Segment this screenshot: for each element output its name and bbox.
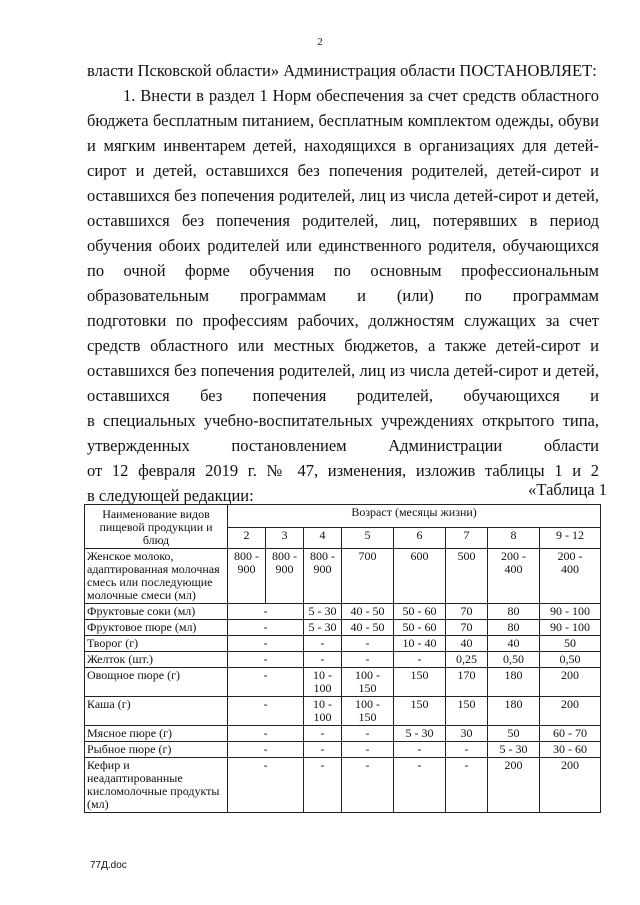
body-line: оставшихся без попечения родителей, лиц из числа детей-сирот и детей, <box>87 186 599 205</box>
norm-value-cell: - <box>228 636 304 652</box>
norm-value-cell: 50 <box>540 636 601 652</box>
month-header: 8 <box>488 527 540 548</box>
body-line: средств областного или местных бюджетов, а также детей-сирот и <box>87 336 599 355</box>
month-header: 9 - 12 <box>540 527 601 548</box>
norm-value-cell: 170 <box>446 668 488 697</box>
norm-value-cell: - <box>228 668 304 697</box>
month-header: 4 <box>304 527 342 548</box>
product-name-cell: Каша (г) <box>85 697 228 726</box>
table-row <box>85 636 601 652</box>
norm-value-cell: 10 - 100 <box>304 697 342 726</box>
norm-value-cell: 40 <box>446 636 488 652</box>
page-number: 2 <box>317 36 323 48</box>
norm-value-cell: 50 <box>488 726 540 742</box>
norm-value-cell: - <box>342 742 394 758</box>
norm-value-cell: 180 <box>488 668 540 697</box>
body-line: образовательным программам и (или) по программам <box>87 286 599 305</box>
month-header: 5 <box>342 527 394 548</box>
norm-value-cell: 50 - 60 <box>394 604 446 620</box>
product-name-cell: Кефир и неадаптированные кисломолочные продукты (мл) <box>85 758 228 813</box>
table-row <box>85 620 601 636</box>
norm-value-cell: 70 <box>446 604 488 620</box>
norm-value-cell: - <box>304 636 342 652</box>
norm-value-cell: 30 <box>446 726 488 742</box>
product-name-cell: Желток (шт.) <box>85 652 228 668</box>
product-name-cell: Женское молоко, адаптированная молочная смесь или последующие молочные смеси (мл) <box>85 549 228 604</box>
norm-value-cell: 150 <box>394 668 446 697</box>
norm-value-cell: 180 <box>488 697 540 726</box>
norm-value-cell: 40 - 50 <box>342 620 394 636</box>
product-name-cell: Мясное пюре (г) <box>85 726 228 742</box>
norm-value-cell: - <box>228 620 304 636</box>
norm-value-cell: - <box>304 742 342 758</box>
norm-value-cell: 90 - 100 <box>540 620 601 636</box>
table-row <box>85 604 601 620</box>
norm-value-cell: 150 <box>394 697 446 726</box>
norm-value-cell: 0,50 <box>488 652 540 668</box>
body-line: утвержденных постановлением Администрации области <box>87 436 599 455</box>
body-line: обучения обоих родителей или единственного родителя, обучающихся <box>87 236 599 255</box>
norm-value-cell: - <box>304 758 342 813</box>
file-name-footer: 77Д.doc <box>90 860 127 871</box>
norm-value-cell: - <box>228 726 304 742</box>
body-line: в следующей редакции: <box>87 486 254 505</box>
month-header: 3 <box>266 527 304 548</box>
norm-value-cell: 100 - 150 <box>342 697 394 726</box>
table-row <box>85 549 601 604</box>
norm-value-cell: 80 <box>488 604 540 620</box>
product-name-cell: Фруктовое пюре (мл) <box>85 620 228 636</box>
norm-value-cell: 10 - 100 <box>304 668 342 697</box>
table-row <box>85 697 601 726</box>
table-row <box>85 652 601 668</box>
norm-value-cell: - <box>342 726 394 742</box>
norm-value-cell: 80 <box>488 620 540 636</box>
norm-value-cell: - <box>228 604 304 620</box>
norm-value-cell: 50 - 60 <box>394 620 446 636</box>
norm-value-cell: 5 - 30 <box>488 742 540 758</box>
norm-value-cell: - <box>228 742 304 758</box>
body-line: сирот и детей, оставшихся без попечения родителей, детей-сирот и <box>87 161 599 180</box>
norm-value-cell: - <box>342 636 394 652</box>
norm-value-cell: 800 - 900 <box>228 549 266 604</box>
product-name-cell: Творог (г) <box>85 636 228 652</box>
body-line: оставшихся без попечения родителей, обучающихся и <box>87 386 599 405</box>
norm-value-cell: - <box>228 652 304 668</box>
norm-value-cell: 40 <box>488 636 540 652</box>
norm-value-cell: - <box>394 742 446 758</box>
body-line: от 12 февраля 2019 г. № 47, изменения, изложив таблицы 1 и 2 <box>87 461 599 480</box>
norm-value-cell: 200 <box>540 758 601 813</box>
product-name-cell: Фруктовые соки (мл) <box>85 604 228 620</box>
norm-value-cell: - <box>304 652 342 668</box>
norm-value-cell: 0,50 <box>540 652 601 668</box>
body-line: оставшихся без попечения родителей, лиц, потерявших в период <box>87 211 599 230</box>
norms-table <box>84 504 601 813</box>
norm-value-cell: - <box>446 758 488 813</box>
norm-value-cell: - <box>446 742 488 758</box>
name-column-header: Наименование видов пищевой продукции и блюд <box>85 505 228 549</box>
norm-value-cell: - <box>342 652 394 668</box>
table-row <box>85 742 601 758</box>
body-line: оставшихся без попечения родителей, лиц из числа детей-сирот и детей, <box>87 361 599 380</box>
norm-value-cell: 200 <box>488 758 540 813</box>
month-header: 2 <box>228 527 266 548</box>
norm-value-cell: 200 <box>540 668 601 697</box>
norm-value-cell: 0,25 <box>446 652 488 668</box>
norm-value-cell: 200 <box>540 697 601 726</box>
norm-value-cell: 600 <box>394 549 446 604</box>
body-line: власти Псковской области» Администрация области ПОСТАНОВЛЯЕТ: <box>87 61 597 80</box>
body-line: по очной форме обучения по основным профессиональным <box>87 261 599 280</box>
norm-value-cell: 5 - 30 <box>394 726 446 742</box>
norm-value-cell: - <box>394 758 446 813</box>
norm-value-cell: 10 - 40 <box>394 636 446 652</box>
norm-value-cell: 5 - 30 <box>304 620 342 636</box>
product-name-cell: Рыбное пюре (г) <box>85 742 228 758</box>
norm-value-cell: 800 - 900 <box>266 549 304 604</box>
norm-value-cell: 200 - 400 <box>540 549 601 604</box>
body-line: бюджета бесплатным питанием, бесплатным комплектом одежды, обуви <box>87 111 599 130</box>
norm-value-cell: - <box>228 758 304 813</box>
body-line: подготовки по профессиям рабочих, должностям служащих за счет <box>87 311 599 330</box>
norm-value-cell: 30 - 60 <box>540 742 601 758</box>
norm-value-cell: 700 <box>342 549 394 604</box>
body-line: 1. Внести в раздел 1 Норм обеспечения за счет средств областного <box>123 86 599 105</box>
norm-value-cell: 200 - 400 <box>488 549 540 604</box>
norm-value-cell: 40 - 50 <box>342 604 394 620</box>
age-column-header: Возраст (месяцы жизни) <box>228 505 601 528</box>
table-row <box>85 726 601 742</box>
body-line: в специальных учебно-воспитательных учреждениях открытого типа, <box>87 411 599 430</box>
norm-value-cell: 100 - 150 <box>342 668 394 697</box>
norm-value-cell: - <box>342 758 394 813</box>
norm-value-cell: - <box>394 652 446 668</box>
norm-value-cell: 90 - 100 <box>540 604 601 620</box>
table-row <box>85 668 601 697</box>
norm-value-cell: 500 <box>446 549 488 604</box>
table-row <box>85 758 601 813</box>
body-text <box>87 58 599 508</box>
month-header: 6 <box>394 527 446 548</box>
month-header: 7 <box>446 527 488 548</box>
table-caption: «Таблица 1 <box>528 480 607 499</box>
norm-value-cell: 5 - 30 <box>304 604 342 620</box>
norm-value-cell: 800 - 900 <box>304 549 342 604</box>
product-name-cell: Овощное пюре (г) <box>85 668 228 697</box>
body-line: и мягким инвентарем детей, находящихся в организациях для детей- <box>87 136 599 155</box>
norm-value-cell: 60 - 70 <box>540 726 601 742</box>
norm-value-cell: - <box>304 726 342 742</box>
norm-value-cell: - <box>228 697 304 726</box>
norm-value-cell: 70 <box>446 620 488 636</box>
norm-value-cell: 150 <box>446 697 488 726</box>
